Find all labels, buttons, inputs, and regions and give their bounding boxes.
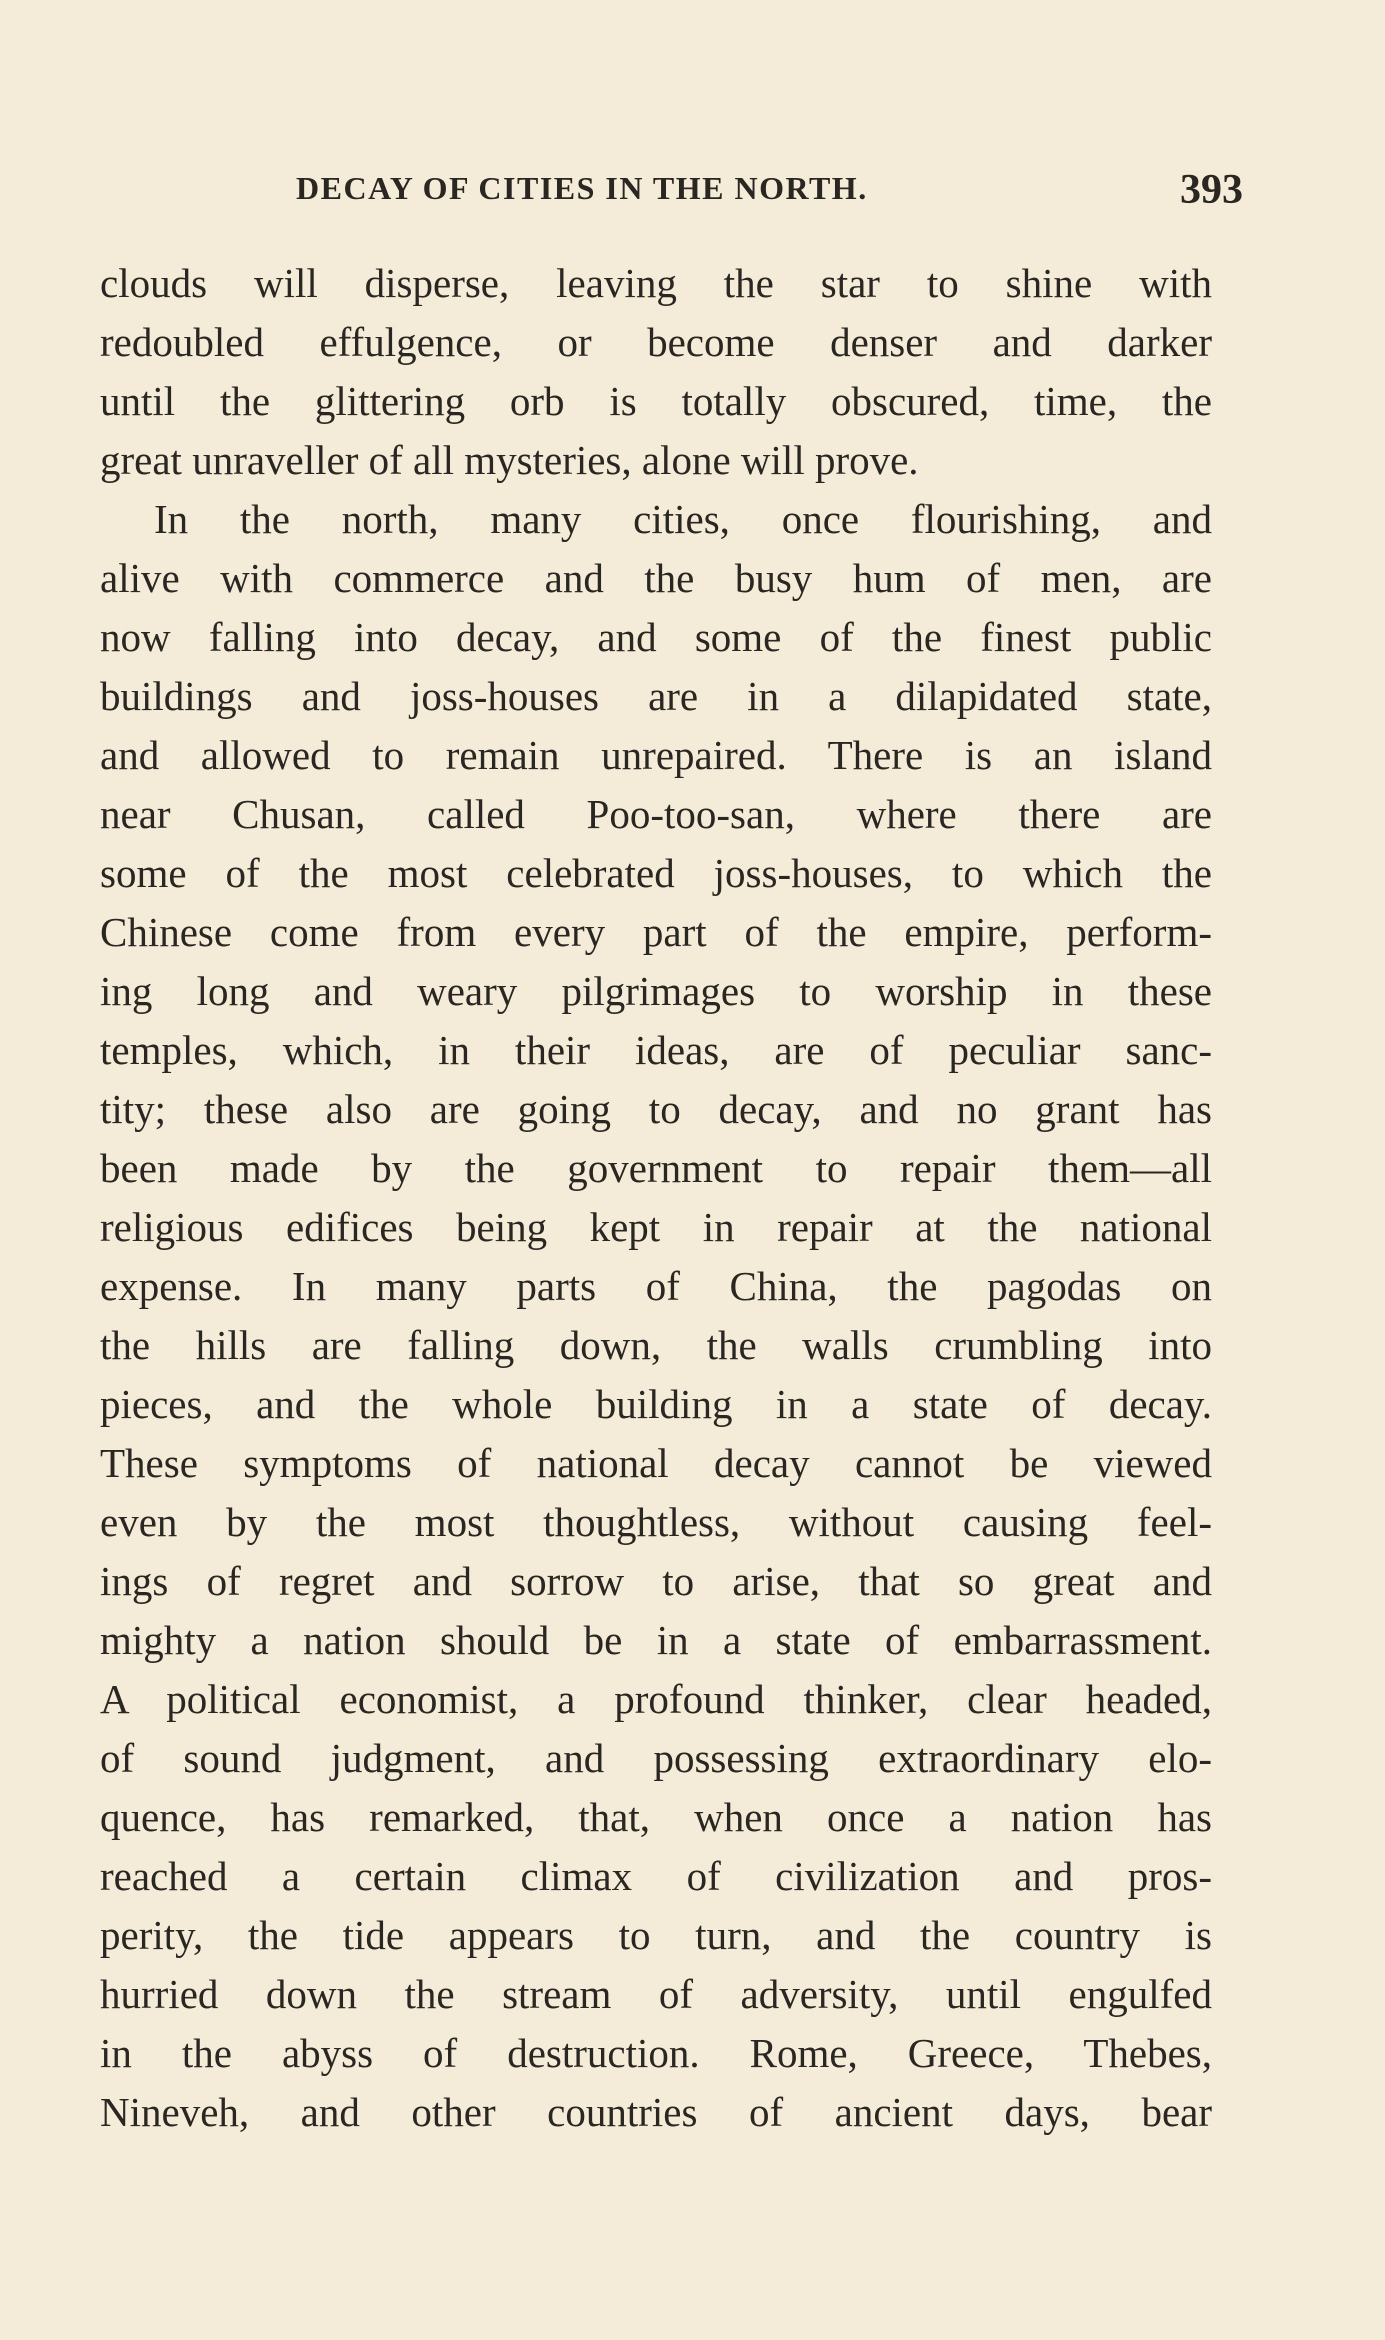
- text-line: ing long and weary pilgrimages to worship in these: [100, 968, 1212, 1014]
- text-line: in the abyss of destruction. Rome, Greece, Thebes,: [100, 2030, 1212, 2076]
- text-line: These symptoms of national decay cannot be viewed: [100, 1440, 1212, 1486]
- paragraph-start-line: In the north, many cities, once flourishing, and: [154, 496, 1212, 542]
- text-line: of sound judgment, and possessing extraordinary elo-: [100, 1735, 1212, 1781]
- text-line: A political economist, a profound thinker, clear headed,: [100, 1676, 1212, 1722]
- text-line: Nineveh, and other countries of ancient days, bear: [100, 2089, 1212, 2135]
- text-line: buildings and joss-houses are in a dilapidated state,: [100, 673, 1212, 719]
- text-line: some of the most celebrated joss-houses, to which the: [100, 850, 1212, 896]
- text-line: now falling into decay, and some of the finest public: [100, 614, 1212, 660]
- running-title: DECAY OF CITIES IN THE NORTH.: [296, 170, 868, 206]
- text-line: Chinese come from every part of the empire, perform-: [100, 909, 1212, 955]
- running-head: [0, 167, 1385, 220]
- text-line: reached a certain climax of civilization and pros-: [100, 1853, 1212, 1899]
- text-line: hurried down the stream of adversity, until engulfed: [100, 1971, 1212, 2017]
- text-line: expense. In many parts of China, the pagodas on: [100, 1263, 1212, 1309]
- page-number: 393: [1180, 167, 1243, 213]
- text-line: even by the most thoughtless, without causing feel-: [100, 1499, 1212, 1545]
- text-line: quence, has remarked, that, when once a nation has: [100, 1794, 1212, 1840]
- text-line: pieces, and the whole building in a state of decay.: [100, 1381, 1212, 1427]
- text-line: clouds will disperse, leaving the star to shine with: [100, 260, 1212, 306]
- text-line: ings of regret and sorrow to arise, that so great and: [100, 1558, 1212, 1604]
- text-line: the hills are falling down, the walls crumbling into: [100, 1322, 1212, 1368]
- text-line: near Chusan, called Poo-too-san, where there are: [100, 791, 1212, 837]
- text-line: tity; these also are going to decay, and no grant has: [100, 1086, 1212, 1132]
- text-line: religious edifices being kept in repair at the national: [100, 1204, 1212, 1250]
- body-text: [100, 254, 1212, 2142]
- text-line: and allowed to remain unrepaired. There is an island: [100, 732, 1212, 778]
- text-line: temples, which, in their ideas, are of peculiar sanc-: [100, 1027, 1212, 1073]
- text-line: perity, the tide appears to turn, and the country is: [100, 1912, 1212, 1958]
- text-line: until the glittering orb is totally obscured, time, the: [100, 378, 1212, 424]
- text-line: redoubled effulgence, or become denser and darker: [100, 319, 1212, 365]
- text-line: been made by the government to repair them—all: [100, 1145, 1212, 1191]
- text-line: alive with commerce and the busy hum of men, are: [100, 555, 1212, 601]
- text-line: great unraveller of all mysteries, alone will prove.: [100, 437, 919, 483]
- text-line: mighty a nation should be in a state of embarrassment.: [100, 1617, 1212, 1663]
